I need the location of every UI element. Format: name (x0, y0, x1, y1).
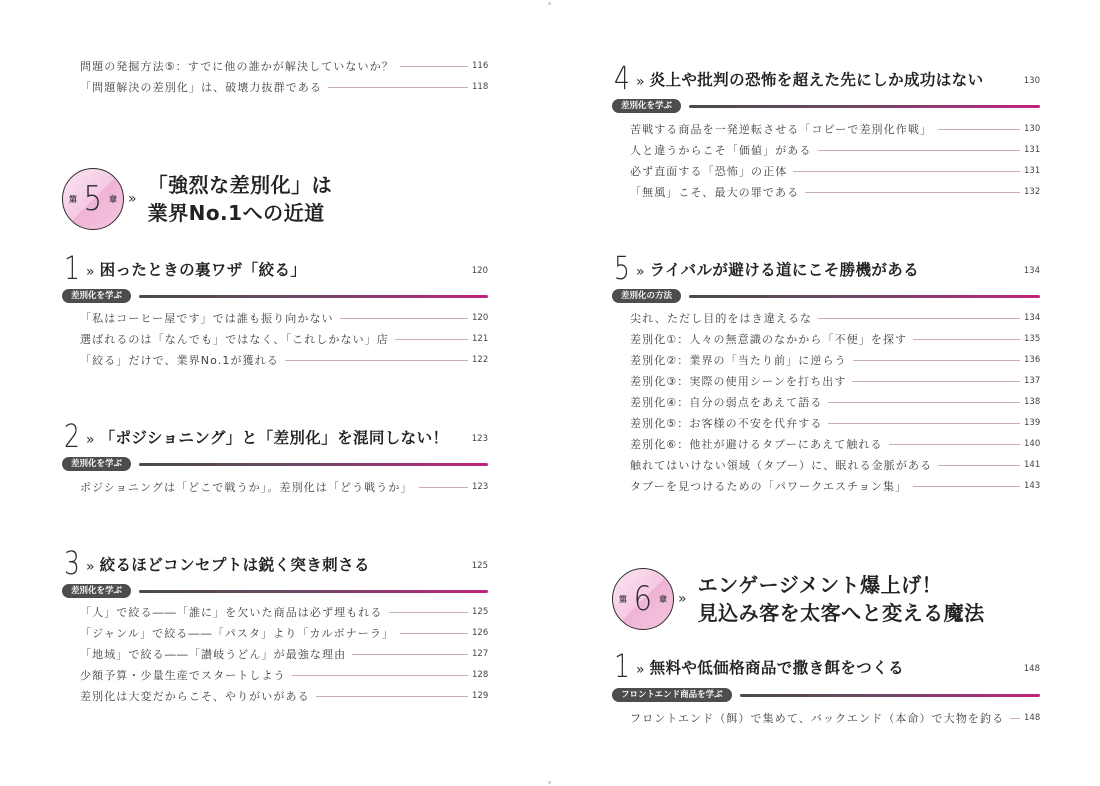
chevron-icon: » (86, 264, 92, 280)
page-number: 125 (472, 607, 489, 617)
entry-title: 苦戦する商品を一発逆転させる「コピーで差別化作戦」 (630, 123, 933, 136)
chapter-number: 5 (83, 179, 103, 219)
toc-entry[interactable] (80, 309, 488, 327)
toc-entry[interactable] (630, 309, 1040, 327)
section-title: 炎上や批判の恐怖を超えた先にしか成功はない (649, 71, 984, 89)
page-number: 123 (471, 434, 488, 444)
category-rule (689, 295, 1040, 298)
category-row (612, 99, 1040, 113)
leader-line (853, 360, 1020, 361)
toc-entry[interactable] (80, 478, 488, 496)
chapter-suffix: 章 (659, 595, 667, 604)
page-number: 127 (472, 649, 489, 659)
page-number: 132 (1024, 187, 1041, 197)
section-title: 絞るほどコンセプトは鋭く突き刺さる (99, 556, 370, 574)
leader-line (828, 402, 1020, 403)
category-pill: 差別化を学ぶ (62, 457, 131, 471)
toc-entry[interactable] (80, 666, 488, 684)
leader-line (938, 465, 1020, 466)
page-number: 139 (1024, 418, 1041, 428)
entry-title: 差別化②：業界の「当たり前」に逆らう (630, 354, 847, 367)
section-number: 2 (64, 417, 80, 455)
chevron-icon: » (128, 191, 134, 207)
leader-line (1010, 718, 1020, 719)
toc-entry[interactable] (630, 709, 1040, 727)
page-number: 131 (1024, 166, 1041, 176)
section-heading[interactable] (64, 417, 488, 455)
chevron-icon: » (86, 432, 92, 448)
toc-entry[interactable] (80, 624, 488, 642)
chapter-number: 6 (633, 579, 653, 619)
leader-line (889, 444, 1020, 445)
chapter-title-line1: 「強烈な差別化」は (147, 173, 333, 197)
category-pill: フロントエンド商品を学ぶ (612, 688, 732, 702)
leader-line (818, 318, 1020, 319)
page-number: 138 (1024, 397, 1041, 407)
chevron-icon: » (636, 74, 642, 90)
entry-title: 必ず直面する「恐怖」の正体 (630, 165, 788, 178)
entry-title: 人と違うからこそ「価値」がある (630, 144, 812, 157)
page-number: 125 (471, 561, 488, 571)
entry-title: フロントエンド（餌）で集めて、バックエンド（本命）で大物を釣る (630, 712, 1005, 725)
toc-entry[interactable] (80, 351, 488, 369)
page-number: 122 (472, 355, 489, 365)
entry-title: 「絞る」だけで、業界No.1が獲れる (80, 354, 279, 367)
toc-entry[interactable] (630, 456, 1040, 474)
section-number: 5 (614, 249, 630, 287)
leader-line (285, 360, 468, 361)
chapter-title-line1: エンゲージメント爆上げ！ (697, 573, 943, 597)
section-title: 無料や低価格商品で撒き餌をつくる (649, 659, 904, 677)
chevron-icon: » (636, 662, 642, 678)
chevron-icon: » (678, 591, 684, 607)
chapter-5-heading[interactable] (62, 168, 332, 230)
page-number: 116 (472, 61, 489, 71)
page-number: 148 (1024, 713, 1041, 723)
section-heading[interactable] (614, 59, 1040, 97)
page-number: 143 (1024, 481, 1041, 491)
leader-line (352, 654, 468, 655)
leader-line (400, 633, 468, 634)
page-number: 136 (1024, 355, 1041, 365)
toc-entry[interactable] (80, 687, 488, 705)
chapter-title-line2: 業界No.1への近道 (147, 201, 325, 225)
entry-title: 「ジャンル」で絞る――「パスタ」より「カルボナーラ」 (80, 627, 395, 640)
toc-entry[interactable] (80, 645, 488, 663)
page-number: 129 (472, 691, 489, 701)
entry-title: 尖れ、ただし目的をはき違えるな (630, 312, 813, 325)
page-number: 140 (1024, 439, 1041, 449)
section-title: 困ったときの裏ワザ「絞る」 (99, 261, 307, 279)
page-number: 134 (1024, 313, 1041, 323)
leader-line (913, 339, 1020, 340)
section-number: 4 (614, 59, 630, 97)
leader-line (913, 486, 1020, 487)
chevron-icon: » (636, 264, 642, 280)
leader-line (852, 381, 1020, 382)
chapter-badge (62, 168, 124, 230)
chapter-badge (612, 568, 674, 630)
category-rule (139, 590, 488, 593)
chevron-icon: » (86, 559, 92, 575)
category-rule (740, 694, 1040, 697)
leader-line (419, 487, 468, 488)
leader-line (389, 612, 469, 613)
chapter-prefix: 第 (69, 195, 77, 204)
page-number: 128 (472, 670, 489, 680)
page-number: 120 (472, 313, 489, 323)
page-number: 130 (1023, 76, 1040, 86)
page-number: 148 (1023, 664, 1040, 674)
entry-title: 触れてはいけない領域（タブー）に、眠れる金脈がある (630, 459, 933, 472)
category-row (612, 688, 1040, 702)
section-heading[interactable] (64, 249, 488, 287)
toc-entry[interactable] (630, 162, 1040, 180)
toc-entry[interactable] (80, 330, 488, 348)
toc-entry[interactable] (80, 57, 488, 75)
toc-entry[interactable] (630, 435, 1040, 453)
entry-title: 差別化④：自分の弱点をあえて語る (630, 396, 823, 409)
page-number: 123 (472, 482, 489, 492)
page-number: 126 (472, 628, 489, 638)
leader-line (938, 129, 1020, 130)
chapter-suffix: 章 (109, 195, 117, 204)
entry-title: 差別化③：実際の使用シーンを打ち出す (630, 375, 847, 388)
category-pill: 差別化を学ぶ (612, 99, 681, 113)
section-heading[interactable] (614, 647, 1040, 685)
entry-title: 差別化①：人々の無意識のなかから「不便」を探す (630, 333, 908, 346)
entry-title: 「無風」こそ、最大の罪である (630, 186, 800, 199)
leader-line (805, 192, 1020, 193)
entry-title: 「人」で絞る――「誰に」を欠いた商品は必ず埋もれる (80, 606, 383, 619)
section-heading[interactable] (614, 249, 1040, 287)
category-rule (139, 463, 488, 466)
page-number: 137 (1024, 376, 1041, 386)
toc-entry[interactable] (630, 330, 1040, 348)
section-number: 3 (64, 544, 80, 582)
category-row (62, 289, 488, 303)
page-number: 130 (1024, 124, 1041, 134)
entry-title: 「地域」で絞る――「讃岐うどん」が最強な理由 (80, 648, 347, 661)
entry-title: 差別化⑤：お客様の不安を代弁する (630, 417, 823, 430)
leader-line (316, 696, 468, 697)
entry-title: 少額予算・少量生産でスタートしよう (80, 669, 286, 682)
entry-title: 問題の発掘方法⑤：すでに他の誰かが解決していないか？ (80, 60, 394, 73)
entry-title: 差別化は大変だからこそ、やりがいがある (80, 690, 310, 703)
toc-entry[interactable] (80, 78, 488, 96)
entry-title: ポジショニングは「どこで戦うか」。差別化は「どう戦うか」 (80, 481, 413, 494)
section-heading[interactable] (64, 544, 488, 582)
page-number: 118 (472, 82, 489, 92)
leader-line (828, 423, 1020, 424)
section-title: 「ポジショニング」と「差別化」を混同しない！ (99, 429, 449, 447)
category-pill: 差別化を学ぶ (62, 289, 131, 303)
toc-entry[interactable] (630, 351, 1040, 369)
leader-line (400, 66, 468, 67)
leader-line (793, 171, 1020, 172)
chapter-prefix: 第 (619, 595, 627, 604)
chapter-6-heading[interactable] (612, 568, 985, 630)
right-page (550, 0, 1100, 786)
category-row (62, 584, 488, 598)
page-number: 131 (1024, 145, 1041, 155)
entry-title: タブーを見つけるための「パワークエスチョン集」 (630, 480, 908, 493)
toc-entry[interactable] (630, 372, 1040, 390)
entry-title: 「問題解決の差別化」は、破壊力抜群である (80, 81, 322, 94)
category-row (612, 289, 1040, 303)
entry-title: 差別化⑥：他社が避けるタブーにあえて触れる (630, 438, 883, 451)
page-number: 121 (472, 334, 489, 344)
leader-line (340, 318, 468, 319)
section-number: 1 (614, 647, 630, 685)
chapter-title-line2: 見込み客を太客へと変える魔法 (697, 601, 985, 625)
entry-title: 選ばれるのは「なんでも」ではなく、「これしかない」店 (80, 333, 389, 346)
category-pill: 差別化を学ぶ (62, 584, 131, 598)
toc-entry[interactable] (630, 477, 1040, 495)
page-number: 134 (1023, 266, 1040, 276)
page-number: 120 (471, 266, 488, 276)
section-title: ライバルが避ける道にこそ勝機がある (649, 261, 920, 279)
category-row (62, 457, 488, 471)
leader-line (818, 150, 1021, 151)
toc-entry[interactable] (630, 414, 1040, 432)
toc-entry[interactable] (630, 183, 1040, 201)
toc-entry[interactable] (80, 603, 488, 621)
page-number: 141 (1024, 460, 1041, 470)
page-number: 135 (1024, 334, 1041, 344)
section-number: 1 (64, 249, 80, 287)
leader-line (395, 339, 468, 340)
category-rule (139, 295, 488, 298)
toc-entry[interactable] (630, 141, 1040, 159)
toc-entry[interactable] (630, 393, 1040, 411)
leader-line (328, 87, 468, 88)
leader-line (292, 675, 468, 676)
category-rule (689, 105, 1040, 108)
category-pill: 差別化の方法 (612, 289, 681, 303)
toc-entry[interactable] (630, 120, 1040, 138)
entry-title: 「私はコーヒー屋です」では誰も振り向かない (80, 312, 334, 325)
